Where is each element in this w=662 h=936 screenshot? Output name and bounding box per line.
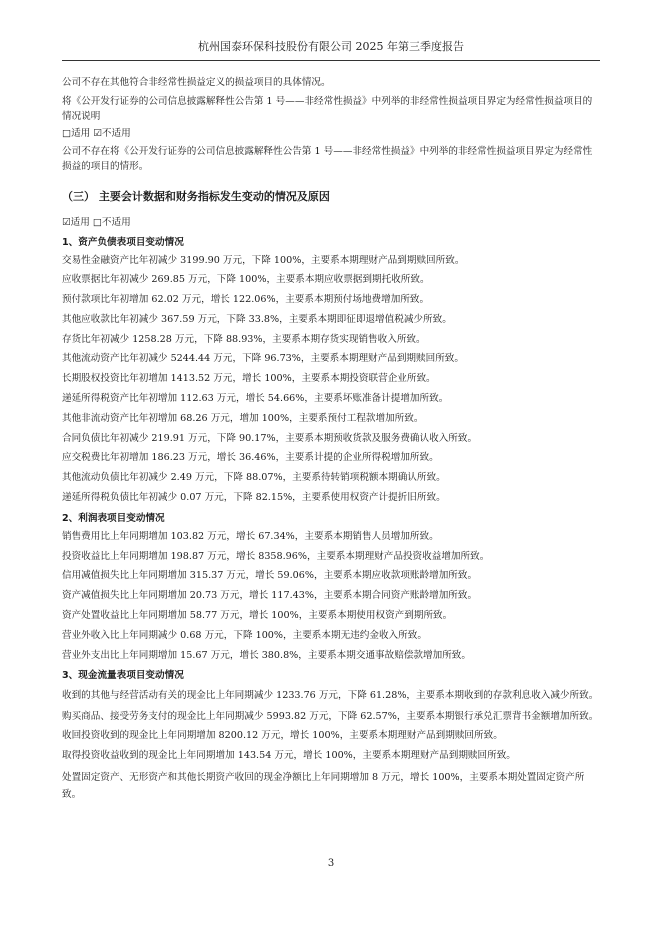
list-item: 合同负债比年初减少 219.91 万元，下降 90.17%，主要系本期预收货款及服务费确认收入所致。 [62,432,478,444]
income-statement-heading: 2、利润表项目变动情况 [62,512,165,524]
balance-sheet-items [62,254,600,506]
list-item: 其他应收款比年初减少 367.59 万元，下降 33.8%，主要系本期即征即退增值税减少所致。 [62,313,452,325]
page-header: 杭州国泰环保科技股份有限公司 2025 年第三季度报告 [198,40,464,53]
cash-flow-heading: 3、现金流量表项目变动情况 [62,670,184,682]
list-item: 递延所得税负债比年初减少 0.07 万元，下降 82.15%，主要系使用权资产计提折旧所致。 [62,492,446,504]
page-number: 3 [327,858,335,869]
list-item: 处置固定资产、无形资产和其他长期资产收回的现金净额比上年同期增加 8 万元，增长 100%，主要系本期处置固定资产所致。 [62,772,585,801]
list-item: 资产减值损失比上年同期增加 20.73 万元，增长 117.43%，主要系本期合同资产账龄增加所致。 [62,590,478,602]
list-item: 销售费用比上年同期增加 103.82 万元，增长 67.34%，主要系本期销售人员增加所致。 [62,530,439,542]
list-item: 预付款项比年初增加 62.02 万元，增长 122.06%，主要系本期预付场地费增加所致。 [62,294,430,306]
cash-flow-items [62,687,600,803]
list-item: 递延所得税资产比年初增加 112.63 万元，增长 54.66%，主要系坏账准备计提增加所致。 [62,393,449,405]
intro-paragraph-1: 公司不存在其他符合非经常性损益定义的损益项目的具体情况。 [62,77,331,88]
list-item: 购买商品、接受劳务支付的现金比上年同期减少 5993.82 万元，下降 62.57%，主要系本期银行承兑汇票背书金额增加所致。 [62,711,599,723]
list-item: 其他非流动资产比年初增加 68.26 万元，增加 100%，主要系预付工程款增加所致。 [62,412,424,424]
income-statement-items [62,530,600,663]
list-item: 资产处置收益比上年同期增加 58.77 万元，增长 100%，主要系本期使用权资产到期所致。 [62,610,453,622]
list-item: 其他流动资产比年初减少 5244.44 万元，下降 96.73%，主要系本期理财产品到期赎回所致。 [62,353,464,365]
balance-sheet-heading: 1、资产负债表项目变动情况 [62,236,184,248]
list-item: 收回投资收到的现金比上年同期增加 8200.12 万元，增长 100%，主要系本期理财产品到期赎回所致。 [62,730,503,742]
list-item: 营业外收入比上年同期减少 0.68 万元，下降 100%，主要系本期无违约金收入所致。 [62,629,427,641]
list-item: 存货比年初减少 1258.28 万元，下降 88.93%，主要系本期存货实现销售收入所致。 [62,333,426,345]
page-content [62,76,600,807]
list-item: 收到的其他与经营活动有关的现金比上年同期减少 1233.76 万元，下降 61.28%，主要系本期收到的存款利息收入减少所致。 [62,690,599,702]
list-item: 投资收益比上年同期增加 198.87 万元，增长 8358.96%，主要系本期理财产品投资收益增加所致。 [62,550,490,562]
section-applicable-checkbox-line: ☑适用 □不适用 [62,217,131,228]
list-item: 应收票据比年初减少 269.85 万元，下降 100%，主要系本期应收票据到期托收所致。 [62,274,430,286]
list-item: 取得投资收益收到的现金比上年同期增加 143.54 万元，增长 100%，主要系本期理财产品到期赎回所致。 [62,750,516,762]
applicable-checkbox-line: □适用 ☑不适用 [62,127,131,139]
list-item: 长期股权投资比年初增加 1413.52 万元，增长 100%，主要系本期投资联营企业所致。 [62,373,436,385]
list-item: 交易性金融资产比年初减少 3199.90 万元，下降 100%，主要系本期理财产品到期赎回所致。 [62,254,465,266]
list-item: 营业外支出比上年同期增加 15.67 万元，增长 380.8%，主要系本期交通事故赔偿款增加所致。 [62,649,471,661]
list-item: 信用减值损失比上年同期增加 315.37 万元，增长 59.06%，主要系本期应收款项账龄增加所致。 [62,570,478,582]
intro-paragraph-3: 公司不存在将《公开发行证券的公司信息披露解释性公告第 1 号——非经常性损益》中列举的非经常性损益项目界定为经常性损益的项目的情形。 [62,146,593,172]
list-item: 应交税费比年初增加 186.23 万元，增长 36.46%，主要系计提的企业所得税增加所致。 [62,452,439,464]
section-title: （三） 主要会计数据和财务指标发生变动的情况及原因 [62,190,330,203]
header-rule [62,60,600,61]
list-item: 其他流动负债比年初减少 2.49 万元，下降 88.07%，主要系待转销项税额本期确认所致。 [62,472,446,484]
intro-paragraph-2: 将《公开发行证券的公司信息披露解释性公告第 1 号——非经常性损益》中列举的非经常性损益项目界定为经常性损益项目的情况说明 [62,95,593,122]
